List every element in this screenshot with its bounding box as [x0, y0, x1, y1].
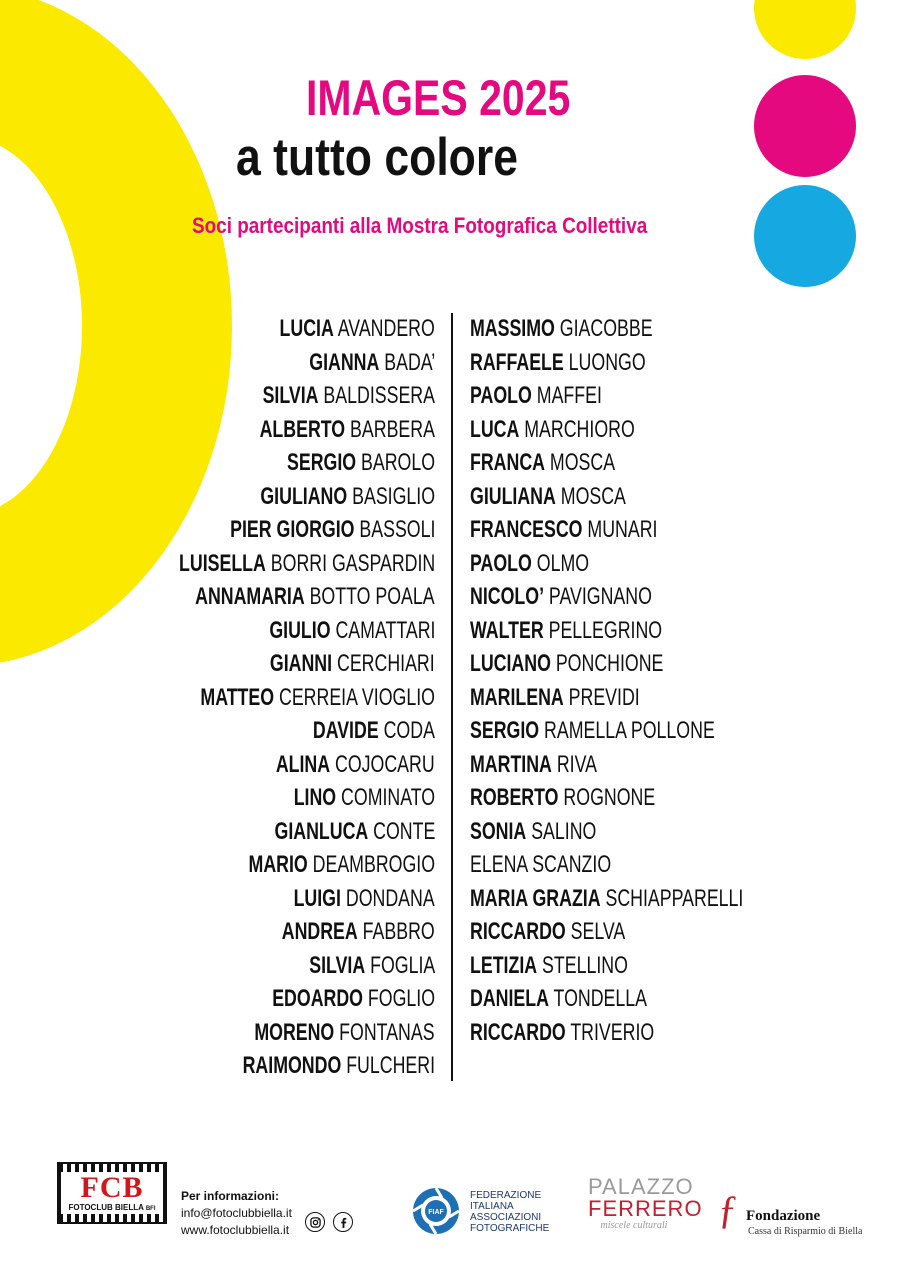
participant-name — [89, 379, 435, 413]
participant-first-name: ANNAMARIA — [195, 583, 306, 610]
participant-name — [89, 949, 435, 983]
instagram-icon[interactable] — [305, 1212, 325, 1232]
participant-first-name: LUIGI — [293, 884, 342, 912]
fiaf-logo-icon — [411, 1186, 461, 1236]
participant-first-name: LETIZIA — [470, 951, 538, 979]
contact-email-link[interactable]: info@fotoclubbiella.it — [181, 1206, 292, 1220]
participant-first-name: GIULIANO — [260, 482, 348, 510]
participant-last-name: LUONGO — [568, 348, 646, 376]
participant-last-name: BASSOLI — [358, 516, 435, 543]
contact-info — [181, 1188, 292, 1239]
participant-first-name: SERGIO — [286, 449, 357, 476]
participant-first-name: FRANCESCO — [470, 516, 583, 543]
participant-name — [470, 614, 839, 648]
participant-first-name: GIANLUCA — [274, 817, 368, 845]
participant-last-name: DEAMBROGIO — [312, 851, 435, 878]
participant-first-name: GIANNA — [309, 348, 380, 376]
participant-last-name: TRIVERIO — [570, 1018, 655, 1046]
participants-left-column — [89, 312, 435, 1083]
participant-name — [89, 1016, 435, 1050]
participant-first-name: MARILENA — [470, 683, 564, 711]
participant-last-name: MUNARI — [587, 516, 658, 543]
participant-first-name: ALBERTO — [259, 415, 346, 443]
participant-first-name: ROBERTO — [470, 784, 559, 811]
participants-right-column — [470, 312, 839, 1049]
fiaf-line: ASSOCIAZIONI — [470, 1212, 542, 1223]
participant-last-name: FABBRO — [362, 918, 435, 945]
participant-first-name: LUCIANO — [470, 650, 551, 677]
participant-first-name: GIULIANA — [470, 482, 556, 510]
participant-name — [89, 815, 435, 849]
participant-first-name: LUCA — [470, 415, 520, 443]
participant-first-name: NICOLO’ — [470, 583, 544, 610]
yellow-circle-decoration — [754, 0, 856, 59]
participant-first-name: LUCIA — [279, 315, 335, 342]
participant-last-name: BOTTO POALA — [309, 583, 435, 610]
participant-last-name: RIVA — [556, 750, 597, 778]
participant-name — [470, 346, 839, 380]
participant-last-name: FOGLIA — [369, 951, 435, 979]
participant-name — [470, 982, 839, 1016]
participant-first-name: RAFFAELE — [470, 348, 564, 376]
participant-name — [470, 781, 839, 815]
participant-last-name: ELENA SCANZIO — [470, 851, 612, 878]
participant-last-name: FOGLIO — [367, 985, 435, 1012]
participant-last-name: MAFFEI — [536, 382, 602, 409]
participant-last-name: MOSCA — [560, 482, 626, 510]
participant-last-name: SALINO — [531, 817, 597, 845]
fondazione-sub: Cassa di Risparmio di Biella — [748, 1226, 863, 1237]
participant-name — [89, 413, 435, 447]
participant-name — [89, 781, 435, 815]
column-divider — [451, 313, 453, 1081]
participant-last-name: BADA’ — [384, 348, 435, 376]
participant-first-name: EDOARDO — [272, 985, 363, 1012]
participant-first-name: LUISELLA — [178, 549, 266, 577]
participant-last-name: PAVIGNANO — [548, 583, 652, 610]
fiaf-line: FOTOGRAFICHE — [470, 1223, 550, 1234]
participant-first-name: GIANNI — [270, 650, 333, 677]
participant-name — [470, 446, 839, 480]
participant-first-name: FRANCA — [470, 449, 545, 476]
participant-last-name: PREVIDI — [568, 683, 640, 711]
participant-name — [89, 513, 435, 547]
participant-name — [470, 714, 839, 748]
participant-name — [470, 379, 839, 413]
participant-first-name: RICCARDO — [470, 1018, 566, 1046]
participant-name — [470, 647, 839, 681]
participant-last-name: DONDANA — [346, 884, 435, 912]
fotoclub-biella-logo — [57, 1162, 167, 1224]
participant-name — [470, 1016, 839, 1050]
fcb-logo-mark: FCB — [80, 1170, 144, 1204]
participant-name — [89, 346, 435, 380]
fcb-logo-badge: BFI — [145, 1205, 156, 1212]
participant-last-name: CERREIA VIOGLIO — [279, 683, 435, 711]
participant-first-name: PAOLO — [470, 549, 532, 577]
participant-name — [89, 714, 435, 748]
contact-info-title: Per informazioni: — [181, 1189, 280, 1203]
participant-name — [470, 312, 839, 346]
participant-last-name: COJOCARU — [335, 750, 435, 778]
palazzo-line3: miscele culturali — [600, 1220, 668, 1231]
participant-name — [89, 748, 435, 782]
fcb-logo-name: FOTOCLUB BIELLA — [68, 1202, 144, 1212]
participant-first-name: RAIMONDO — [242, 1052, 342, 1079]
participant-last-name: BALDISSERA — [323, 382, 435, 409]
participant-last-name: BARBERA — [350, 415, 435, 443]
participant-name — [470, 815, 839, 849]
cyan-circle-decoration — [754, 185, 856, 287]
participant-first-name: RICCARDO — [470, 918, 566, 945]
participant-last-name: AVANDERO — [337, 315, 435, 342]
participant-last-name: GIACOBBE — [559, 315, 653, 342]
participant-first-name: DAVIDE — [312, 717, 379, 744]
participant-last-name: CERCHIARI — [337, 650, 435, 677]
participant-name — [89, 882, 435, 916]
participant-last-name: COMINATO — [340, 784, 435, 811]
participant-name — [470, 580, 839, 614]
participant-first-name: SILVIA — [262, 382, 319, 409]
participant-name — [89, 848, 435, 882]
participant-name — [89, 681, 435, 715]
fiaf-badge-text: FIAF — [428, 1209, 444, 1216]
participant-name — [89, 547, 435, 581]
poster-subtitle: a tutto colore — [236, 128, 518, 187]
fiaf-name — [470, 1190, 549, 1234]
participant-name — [470, 882, 839, 916]
participant-name — [470, 547, 839, 581]
participant-last-name: MARCHIORO — [524, 415, 635, 443]
poster-title: IMAGES 2025 — [306, 70, 571, 126]
participant-first-name: WALTER — [470, 616, 544, 644]
participant-first-name: SONIA — [470, 817, 527, 845]
participant-name — [89, 982, 435, 1016]
participant-name — [89, 312, 435, 346]
participant-name — [470, 848, 839, 882]
magenta-circle-decoration — [754, 75, 856, 177]
participant-name — [89, 446, 435, 480]
participant-first-name: PIER GIORGIO — [229, 516, 355, 543]
participant-first-name: SERGIO — [470, 717, 540, 744]
participant-last-name: OLMO — [536, 549, 590, 577]
participant-name — [89, 614, 435, 648]
participant-first-name: ANDREA — [282, 918, 359, 945]
participant-name — [470, 513, 839, 547]
participant-first-name: MARIO — [248, 851, 308, 878]
participant-name — [470, 915, 839, 949]
participant-last-name: BASIGLIO — [352, 482, 435, 510]
participant-name — [89, 915, 435, 949]
poster-tagline: Soci partecipanti alla Mostra Fotografica Collettiva — [192, 213, 648, 238]
participant-last-name: PONCHIONE — [555, 650, 664, 677]
participant-last-name: FONTANAS — [339, 1018, 435, 1046]
participant-name — [89, 580, 435, 614]
participant-last-name: CAMATTARI — [335, 616, 435, 644]
participant-name — [470, 748, 839, 782]
participant-name — [470, 681, 839, 715]
participant-first-name: MATTEO — [200, 683, 275, 711]
participant-first-name: PAOLO — [470, 382, 532, 409]
participant-first-name: ALINA — [276, 750, 331, 778]
participant-name — [89, 647, 435, 681]
fondazione-mark-icon: ƒ — [718, 1187, 738, 1232]
participant-name — [470, 949, 839, 983]
participant-name — [470, 480, 839, 514]
participant-last-name: ROGNONE — [563, 784, 656, 811]
participant-first-name: MASSIMO — [470, 315, 555, 342]
participant-last-name: CONTE — [372, 817, 435, 845]
participant-first-name: MARTINA — [470, 750, 552, 778]
participant-last-name: RAMELLA POLLONE — [544, 717, 715, 744]
participant-first-name: LINO — [293, 784, 336, 811]
participant-first-name: MORENO — [254, 1018, 335, 1046]
participant-last-name: STELLINO — [542, 951, 628, 979]
facebook-icon[interactable] — [333, 1212, 353, 1232]
participant-last-name: CODA — [383, 717, 435, 744]
participant-first-name: MARIA GRAZIA — [470, 884, 601, 912]
participant-last-name: PELLEGRINO — [548, 616, 663, 644]
palazzo-line1: PALAZZO — [588, 1174, 694, 1199]
participant-last-name: MOSCA — [549, 449, 616, 476]
fondazione-name: Fondazione — [746, 1208, 821, 1224]
participant-last-name: TONDELLA — [553, 985, 647, 1012]
participant-name — [89, 480, 435, 514]
participant-last-name: SELVA — [570, 918, 626, 945]
fiaf-line: ITALIANA — [470, 1201, 514, 1212]
participant-last-name: BORRI GASPARDIN — [270, 549, 435, 577]
participant-first-name: SILVIA — [309, 951, 365, 979]
participant-name — [89, 1049, 435, 1083]
participant-first-name: GIULIO — [268, 616, 331, 644]
contact-website-link[interactable]: www.fotoclubbiella.it — [181, 1223, 290, 1237]
participant-first-name: DANIELA — [470, 985, 549, 1012]
participant-last-name: SCHIAPPARELLI — [605, 884, 744, 912]
participant-last-name: FULCHERI — [346, 1052, 435, 1079]
palazzo-ferrero-logo — [588, 1174, 703, 1232]
participant-last-name: BAROLO — [360, 449, 435, 476]
fiaf-line: FEDERAZIONE — [470, 1190, 542, 1201]
palazzo-line2: FERRERO — [588, 1196, 703, 1221]
participant-name — [470, 413, 839, 447]
